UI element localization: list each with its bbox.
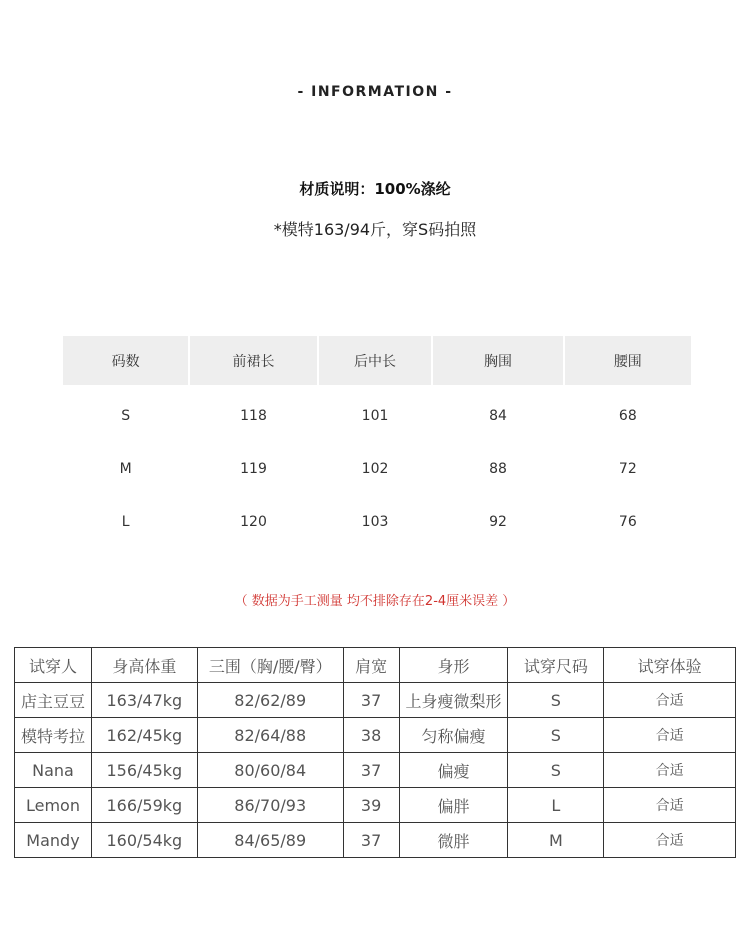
try-on-cell: 163/47kg <box>91 683 197 718</box>
size-cell: M <box>119 460 132 477</box>
material-description: 材质说明：100%涤纶 <box>299 180 451 198</box>
try-on-cell: S <box>508 753 604 788</box>
size-header-cell: 后中长 <box>319 336 432 385</box>
size-header-cell: 前裙长 <box>190 336 316 385</box>
model-size-note: *模特163/94斤，穿S码拍照 <box>273 220 477 239</box>
try-on-cell: 微胖 <box>399 823 508 858</box>
size-table <box>61 336 693 548</box>
try-on-cell: 匀称偏瘦 <box>399 718 508 753</box>
try-on-cell: 合适 <box>604 823 736 858</box>
measurement-disclaimer: （ 数据为手工测量 均不排除存在2-4厘米误差 ） <box>234 594 516 609</box>
try-on-cell: 39 <box>343 788 399 823</box>
try-on-header-cell: 身形 <box>399 648 508 683</box>
try-on-cell: 偏瘦 <box>399 753 508 788</box>
size-header-cell: 码数 <box>63 336 188 385</box>
size-header-cell: 胸围 <box>433 336 562 385</box>
try-on-cell: 37 <box>343 753 399 788</box>
try-on-cell: 86/70/93 <box>197 788 343 823</box>
size-cell: 120 <box>240 513 267 530</box>
try-on-row <box>15 788 736 823</box>
size-cell: 92 <box>489 513 507 530</box>
try-on-header-cell: 肩宽 <box>343 648 399 683</box>
try-on-cell: Mandy <box>15 823 92 858</box>
try-on-cell: 38 <box>343 718 399 753</box>
size-cell: 84 <box>489 407 507 424</box>
size-cell: 68 <box>618 407 637 424</box>
section-heading: - INFORMATION - <box>297 84 453 100</box>
try-on-cell: 84/65/89 <box>197 823 343 858</box>
try-on-cell: S <box>508 683 604 718</box>
try-on-row <box>15 683 736 718</box>
try-on-header-cell: 身高体重 <box>91 648 197 683</box>
try-on-header-cell: 三围（胸/腰/臀） <box>197 648 343 683</box>
try-on-cell: Lemon <box>15 788 92 823</box>
try-on-cell: 37 <box>343 823 399 858</box>
size-cell: 103 <box>361 513 389 530</box>
try-on-row <box>15 753 736 788</box>
size-cell: 119 <box>240 460 267 477</box>
try-on-cell: 模特考拉 <box>15 718 92 753</box>
try-on-cell: 店主豆豆 <box>15 683 92 718</box>
size-cell: S <box>121 407 131 424</box>
try-on-cell: S <box>508 718 604 753</box>
size-table-row <box>63 442 691 495</box>
try-on-cell: Nana <box>15 753 92 788</box>
try-on-row <box>15 718 736 753</box>
size-cell: 72 <box>618 460 637 477</box>
try-on-header-cell: 试穿体验 <box>604 648 736 683</box>
try-on-table <box>14 647 736 858</box>
try-on-cell: 160/54kg <box>91 823 197 858</box>
try-on-cell: 偏胖 <box>399 788 508 823</box>
size-cell: 101 <box>361 407 389 424</box>
try-on-cell: 80/60/84 <box>197 753 343 788</box>
size-cell: 102 <box>361 460 389 477</box>
try-on-cell: 合适 <box>604 718 736 753</box>
try-on-cell: 37 <box>343 683 399 718</box>
size-cell: 118 <box>240 407 267 424</box>
try-on-cell: 162/45kg <box>91 718 197 753</box>
size-cell: L <box>121 513 130 530</box>
try-on-header-cell: 试穿人 <box>15 648 92 683</box>
size-table-row <box>63 385 691 442</box>
try-on-cell: 82/64/88 <box>197 718 343 753</box>
try-on-cell: M <box>508 823 604 858</box>
try-on-cell: L <box>508 788 604 823</box>
try-on-header-cell: 试穿尺码 <box>508 648 604 683</box>
try-on-cell: 合适 <box>604 683 736 718</box>
size-header-cell: 腰围 <box>565 336 691 385</box>
size-table-row <box>63 495 691 548</box>
try-on-row <box>15 823 736 858</box>
try-on-cell: 156/45kg <box>91 753 197 788</box>
try-on-cell: 上身瘦微梨形 <box>399 683 508 718</box>
size-cell: 76 <box>618 513 637 530</box>
try-on-header-row <box>15 648 736 683</box>
try-on-cell: 166/59kg <box>91 788 197 823</box>
try-on-cell: 合适 <box>604 788 736 823</box>
try-on-cell: 82/62/89 <box>197 683 343 718</box>
size-cell: 88 <box>489 460 507 477</box>
size-table-header-row <box>63 336 691 385</box>
try-on-cell: 合适 <box>604 753 736 788</box>
